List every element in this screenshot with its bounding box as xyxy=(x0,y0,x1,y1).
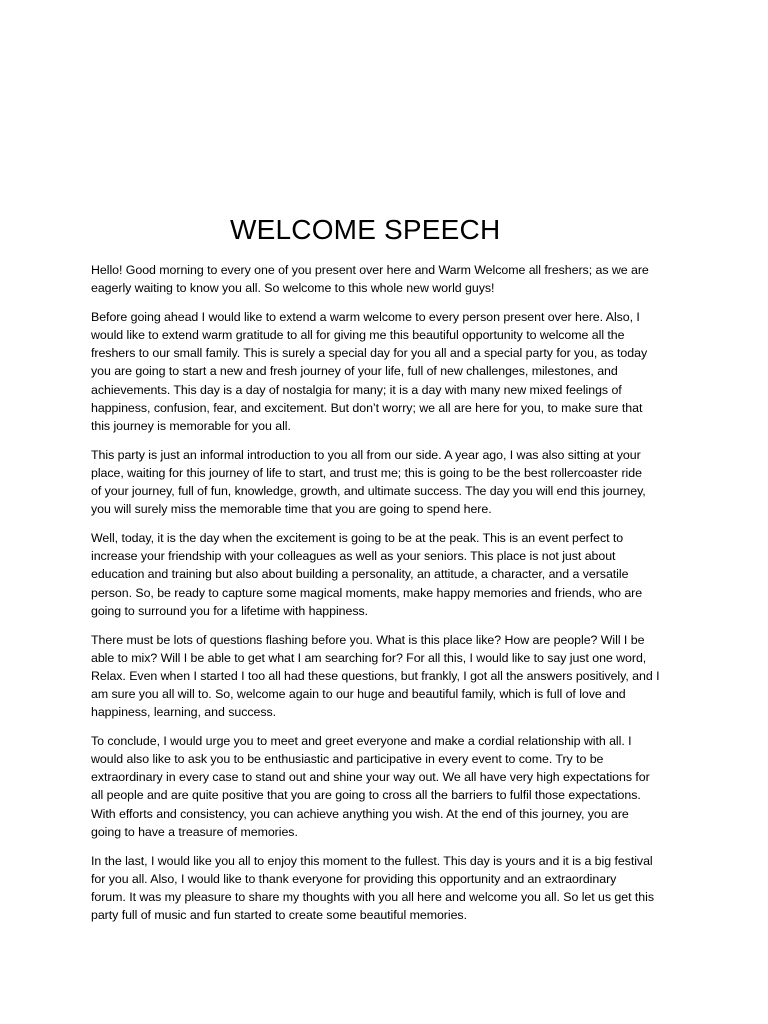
paragraph-line: happiness, confusion, fear, and excitement. But don’t worry; we all are here for you, to make sure that xyxy=(91,400,643,415)
paragraph-line: place, waiting for this journey of life to start, and trust me; this is going to be the best rollercoaster ride xyxy=(91,465,642,480)
paragraph-line: Before going ahead I would like to extend a warm welcome to every person present over here. Also, I xyxy=(91,310,640,325)
paragraph-line: able to mix? Will I be able to get what I am searching for? For all this, I would like to say just one word, xyxy=(91,650,647,665)
paragraph-3 xyxy=(91,446,681,518)
paragraph-line: In the last, I would like you all to enjoy this moment to the fullest. This day is yours and it is a big festival xyxy=(91,853,653,868)
paragraph-line: Hello! Good morning to every one of you present over here and Warm Welcome all freshers; as we are xyxy=(91,263,649,277)
paragraph-line: for you all. Also, I would like to thank everyone for providing this opportunity and an extraordinary xyxy=(91,871,617,886)
paragraph-7 xyxy=(91,852,681,924)
paragraph-line: extraordinary in every case to stand out and shine your way out. We all have very high expectations for xyxy=(91,770,650,785)
paragraph-line: happiness, learning, and success. xyxy=(91,705,277,720)
document-body xyxy=(91,261,681,935)
paragraph-line: freshers to our small family. This is surely a special day for you all and a special party for you, as today xyxy=(91,346,648,361)
paragraph-line: eagerly waiting to know you all. So welcome to this whole new world guys! xyxy=(91,281,495,296)
paragraph-line: going to surround you for a lifetime with happiness. xyxy=(91,603,369,618)
paragraph-line: increase your friendship with your colleagues as well as your seniors. This place is not just about xyxy=(91,549,616,564)
paragraph-line: There must be lots of questions flashing before you. What is this place like? How are people? Will I be xyxy=(91,632,645,647)
paragraph-6 xyxy=(91,732,681,841)
document-title: WELCOME SPEECH xyxy=(230,214,501,245)
paragraph-line: would like to extend warm gratitude to all for giving me this beautiful opportunity to welcome all the xyxy=(91,328,625,343)
paragraph-5 xyxy=(91,631,681,721)
paragraph-line: going to have a treasure of memories. xyxy=(91,824,298,839)
paragraph-line: Relax. Even when I started I too all had these questions, but frankly, I got all the answers positively, and I xyxy=(91,668,660,683)
paragraph-line: all people and are quite positive that you are going to cross all the barriers to fulfil those expectations. xyxy=(91,788,641,803)
paragraph-line: Well, today, it is the day when the excitement is going to be at the peak. This is an event perfect to xyxy=(91,531,624,546)
paragraph-line: This party is just an informal introduction to you all from our side. A year ago, I was also sitting at your xyxy=(91,447,641,462)
paragraph-line: forum. It was my pleasure to share my thoughts with you all here and welcome you all. So let us get this xyxy=(91,889,654,904)
paragraph-line: education and training but also about building a personality, an attitude, a character, and a versatile xyxy=(91,567,629,582)
paragraph-line: achievements. This day is a day of nostalgia for many; it is a day with many new mixed feelings of xyxy=(91,382,622,397)
paragraph-line: of your journey, full of fun, knowledge, growth, and ultimate success. The day you will end this journey, xyxy=(91,484,646,499)
paragraph-line: With efforts and consistency, you can achieve anything you wish. At the end of this journey, you are xyxy=(91,806,629,821)
paragraph-2 xyxy=(91,308,681,435)
paragraph-line: party full of music and fun started to create some beautiful memories. xyxy=(91,908,467,922)
paragraph-line: To conclude, I would urge you to meet and greet everyone and make a cordial relationship with all. I xyxy=(91,734,632,749)
paragraph-line: person. So, be ready to capture some magical moments, make happy memories and friends, who are xyxy=(91,585,643,600)
paragraph-line: this journey is memorable for you all. xyxy=(91,418,291,433)
paragraph-1 xyxy=(91,261,681,297)
paragraph-4 xyxy=(91,529,681,619)
paragraph-line: you are going to start a new and fresh journey of your life, full of new challenges, milestones, and xyxy=(91,364,618,379)
paragraph-line: would also like to ask you to be enthusiastic and participative in every event to come. Try to be xyxy=(91,752,604,767)
paragraph-line: am sure you all will to. So, welcome again to our huge and beautiful family, which is full of love and xyxy=(91,686,626,701)
paragraph-line: you will surely miss the memorable time that you are going to spend here. xyxy=(91,502,492,517)
